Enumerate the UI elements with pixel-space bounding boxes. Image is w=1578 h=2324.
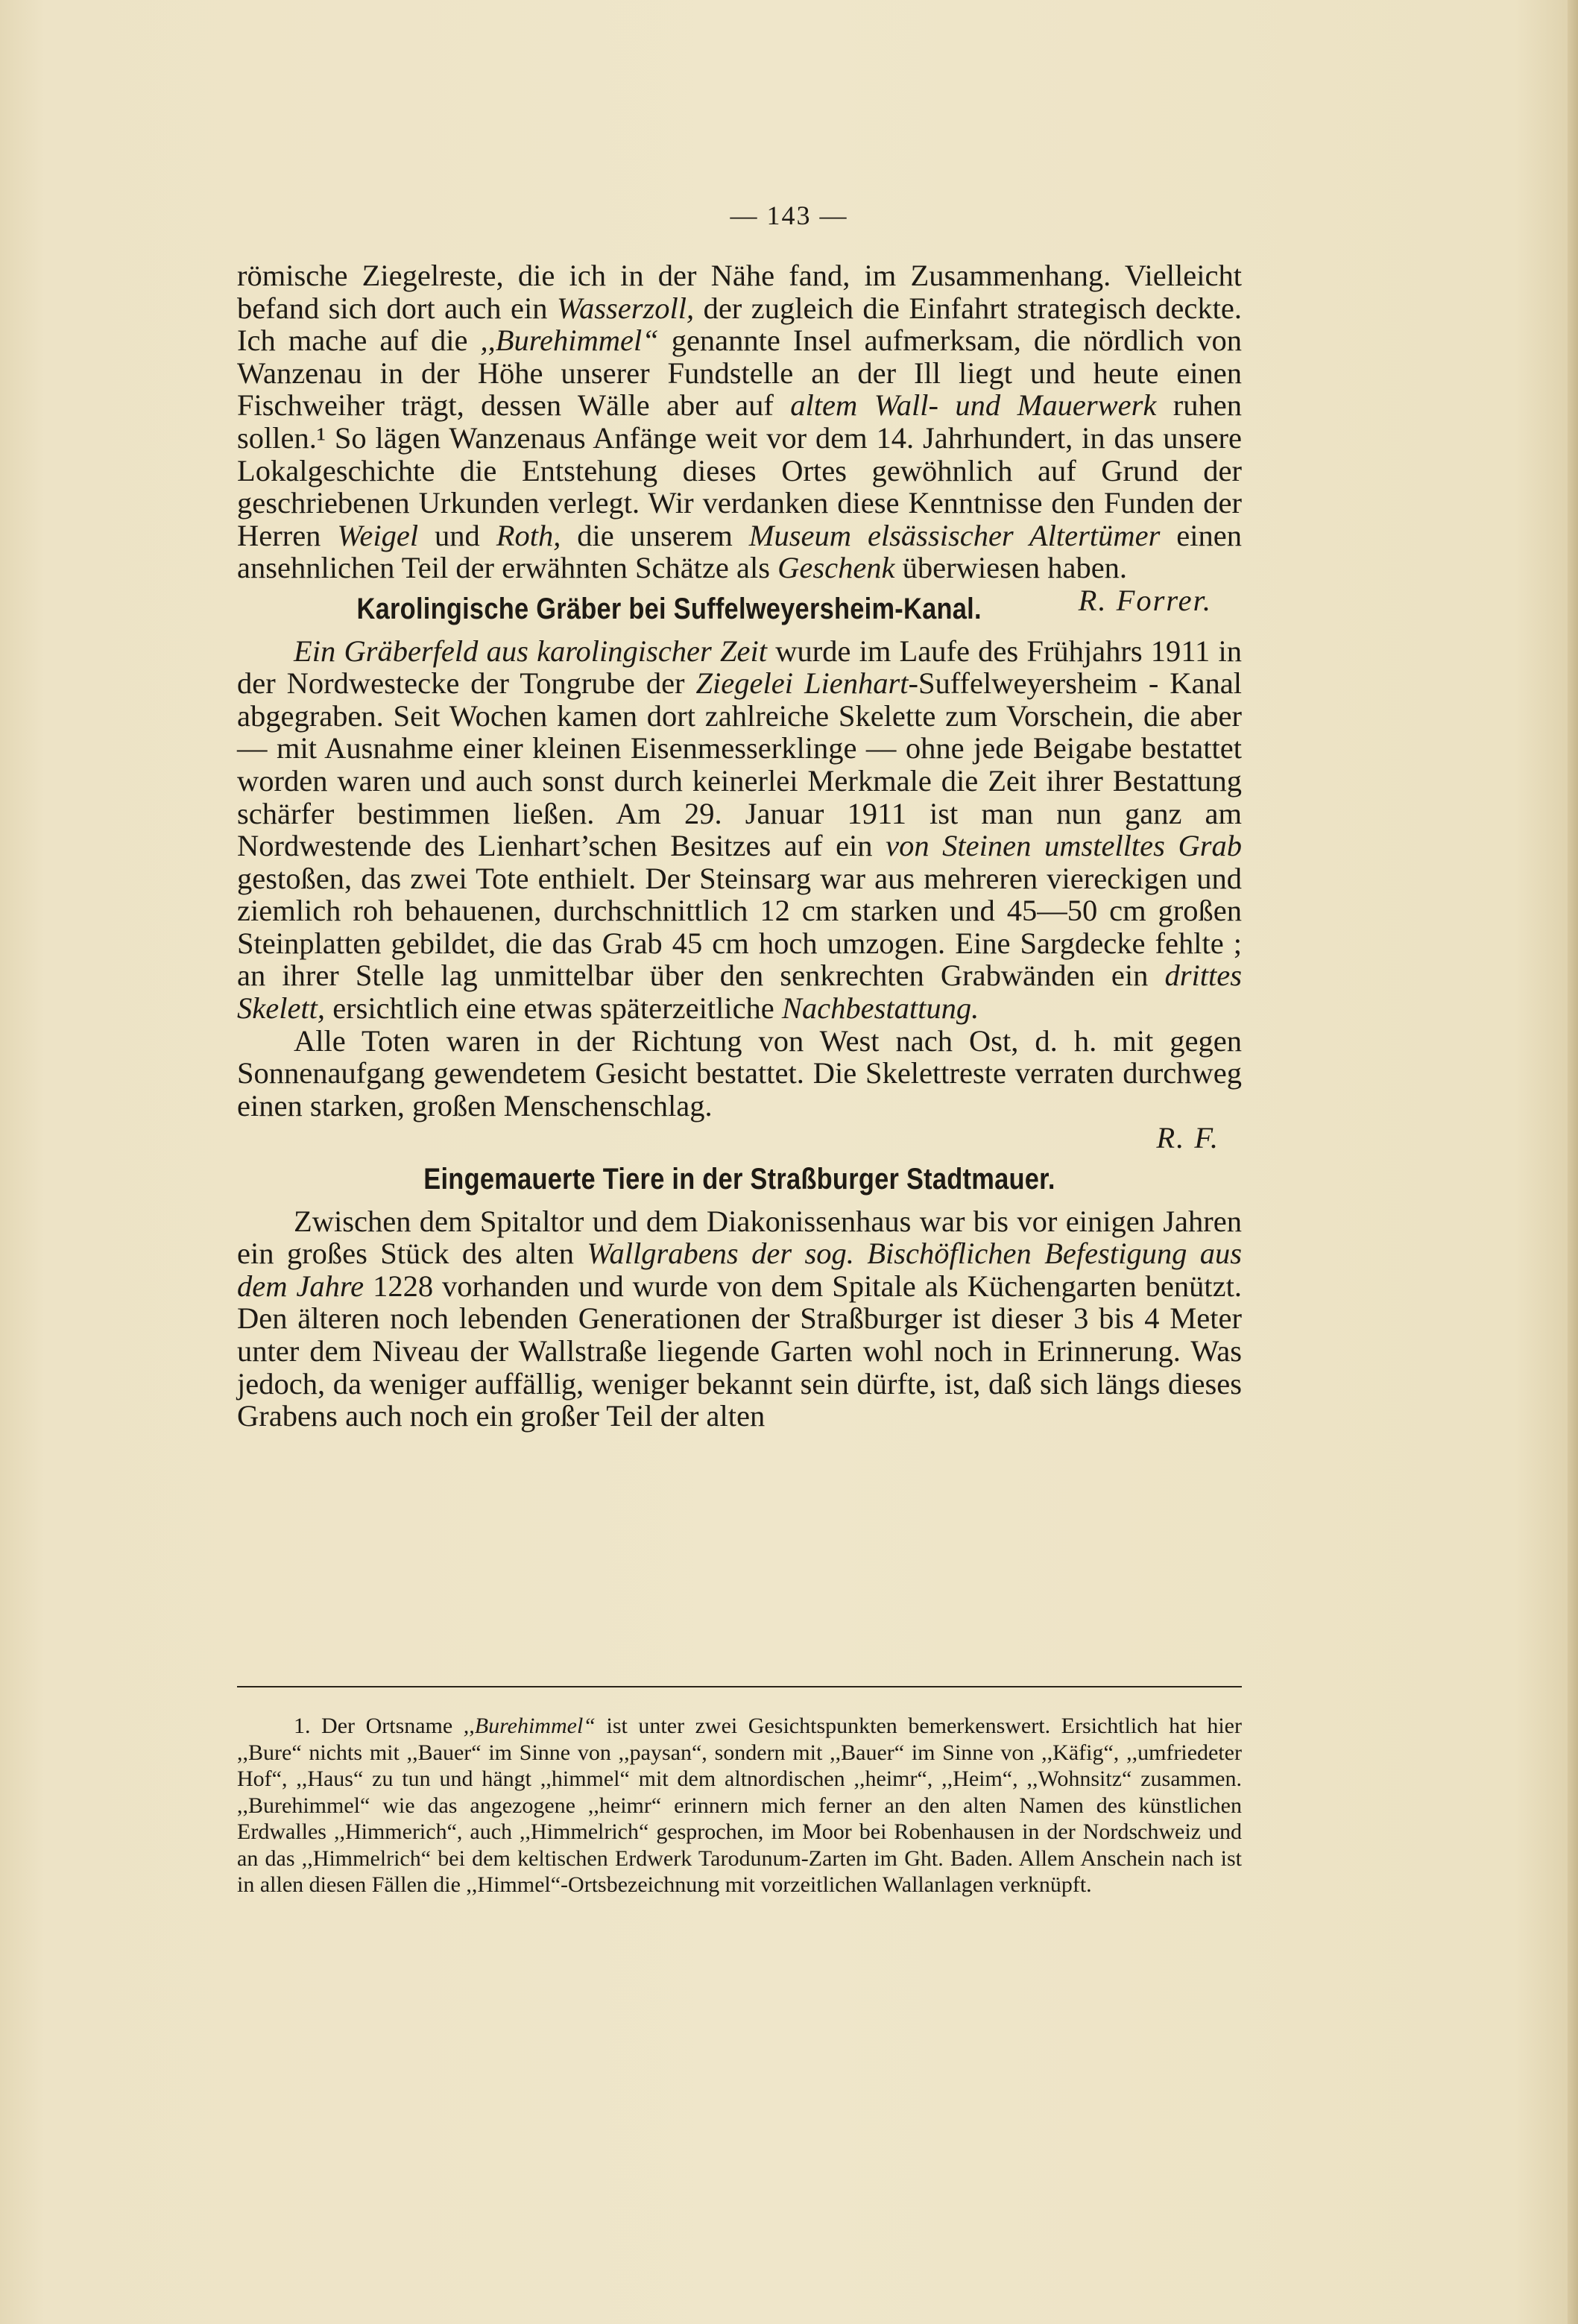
italic-run: Weigel	[337, 518, 419, 552]
text-run: ruhen sollen.¹ So lägen Wanzenaus Anfänge weit vor dem 14. Jahrhundert, in das unsere Lokalgeschichte die Entstehung dieses Ortes gewöhnlich auf Grund der geschriebenen Urkunden verlegt. Wir verdanken diese Kenntnisse den Funden der Herren	[237, 388, 1242, 552]
text-run: 1. Der Ortsname	[294, 1714, 464, 1738]
italic-run: drittes Skelett,	[237, 959, 1242, 1026]
page-number: — 143 —	[730, 200, 848, 230]
paragraph-graeberfeld	[237, 635, 1242, 1025]
text-run: einen ansehnlichen Teil der erwähnten Schätze als	[237, 518, 1242, 585]
text-run: überwiesen haben.	[894, 551, 1128, 585]
author-signature: R. Forrer.	[1078, 583, 1212, 617]
italic-run: von Steinen umstelltes Grab	[886, 829, 1242, 863]
author-signature-line	[237, 1122, 1242, 1155]
text-run: Zwischen dem Spitaltor und dem Diakonissenhaus war bis vor einigen Jahren ein großes Stück des alten	[237, 1204, 1242, 1271]
italic-run: Roth,	[496, 518, 561, 552]
text-run: und	[418, 518, 496, 552]
text-run: Suffelweyersheim - Kanal abgegraben. Seit Wochen kamen dort zahlreiche Skelette zum Vorschein, die aber — mit Ausnahme einer kleinen Eisenmesserklinge — ohne jede Beigabe bestattet worden waren und auch sonst durch keinerlei Merkmale die Zeit ihrer Bestattung schärfer bestimmen ließen. Am 29. Januar 1911 ist man nun ganz am Nordwestende des Lienhart’schen Besitzes auf ein	[237, 666, 1242, 863]
italic-run: Nachbestattung.	[781, 991, 979, 1026]
paragraph-stadtmauer	[237, 1205, 1242, 1433]
italic-run: Ziegelei Lienhart-	[695, 666, 918, 701]
italic-run: Ein Gräberfeld aus karolingischer Zeit	[294, 634, 767, 668]
italic-run: altem Wall- und Mauerwerk	[790, 388, 1157, 423]
italic-run: Wallgrabens der sog. Bischöflichen Befestigung aus dem Jahre	[237, 1237, 1242, 1303]
italic-run: ,,Burehimmel“	[463, 1714, 596, 1738]
footnote-1	[237, 1713, 1242, 1898]
text-run: römische Ziegelreste, die ich in der Nähe fand, im Zusammenhang. Vielleicht befand sich dort auch ein	[237, 259, 1242, 325]
footnote-divider	[237, 1686, 1242, 1687]
author-signature: R. F.	[1156, 1121, 1219, 1155]
text-run: die unserem	[561, 518, 749, 552]
text-run: gestoßen, das zwei Tote enthielt. Der Steinsarg war aus mehreren viereckigen und ziemlich roh behauenen, durchschnittlich 12 cm starken und 45—50 cm großen Steinplatten gebildet, die das Grab 45 cm hoch umzogen. Eine Sargdecke fehlte ; an ihrer Stelle lag unmittelbar über den senkrechten Grabwänden ein	[237, 861, 1242, 993]
footnote-block	[237, 1713, 1242, 1898]
text-run: 1228 vorhanden und wurde von dem Spitale als Küchengarten benützt. Den älteren noch lebenden Generationen der Straßburger ist dieser 3 bis 4 Meter unter dem Niveau der Wallstraße liegende Garten wohl noch in Erinnerung. Was jedoch, da weniger auffällig, weniger bekannt sein dürfte, ist, daß sich längs dieses Grabens auch noch ein großer Teil der alten	[237, 1269, 1242, 1433]
page-edge	[1568, 0, 1578, 2324]
text-run: ersichtlich eine etwas späterzeitliche	[325, 991, 782, 1026]
section-heading: Karolingische Gräber bei Suffelweyersheim-Kanal.	[356, 592, 982, 625]
section-heading: Eingemauerte Tiere in der Straßburger Stadtmauer.	[423, 1163, 1055, 1196]
text-run: der zugleich die Einfahrt strategisch deckte. Ich mache auf die	[237, 291, 1242, 358]
italic-run: Wasserzoll,	[556, 291, 695, 325]
italic-run: ,,Burehimmel“	[480, 323, 659, 358]
paragraph-toten: Alle Toten waren in der Richtung von West nach Ost, d. h. mit gegen Sonnenaufgang gewendetem Gesicht bestattet. Die Skelettreste verraten durchweg einen starken, großen Menschenschlag.	[237, 1023, 1242, 1122]
italic-run: Museum elsässischer Altertümer	[748, 518, 1161, 552]
main-text	[237, 259, 1242, 1433]
text-run: ist unter zwei Gesichtspunkten bemerkenswert. Ersichtlich hat hier ,,Bure“ nichts mit ,,Bauer“ im Sinne von ,,paysan“, sondern mit ,,Bauer“ im Sinne von ,,Käfig“, ,,umfriedeter Hof“, ,,Haus“ zu tun und hängt ,,himmel“ mit dem altnordischen ,,heimr“, ,,Heim“, ,,Wohnsitz“ zusammen. ,,Burehimmel“ wie das angezogene ,,heimr“ erinnern mich ferner an den alten Namen des künstlichen Erdwalles ,,Himmerich“, auch ,,Himmelrich“ gesprochen, im Moor bei Robenhausen in der Nordschweiz und an das ,,Himmelrich“ bei dem keltischen Erdwerk Tarodunum-Zarten im Ght. Baden. Allem Anschein nach ist in allen diesen Fällen die ,,Himmel“-Ortsbezeichnung mit vorzeitlichen Wallanlagen verknüpft.	[237, 1714, 1242, 1897]
text-run: genannte Insel aufmerksam, die nördlich von Wanzenau in der Höhe unserer Fundstelle an der Ill liegt und heute einen Fischweiher trägt, dessen Wälle aber auf	[237, 323, 1242, 423]
text-run: wurde im Laufe des Frühjahrs 1911 in der Nordwestecke der Tongrube der	[237, 634, 1242, 701]
italic-run: Geschenk	[777, 551, 895, 585]
